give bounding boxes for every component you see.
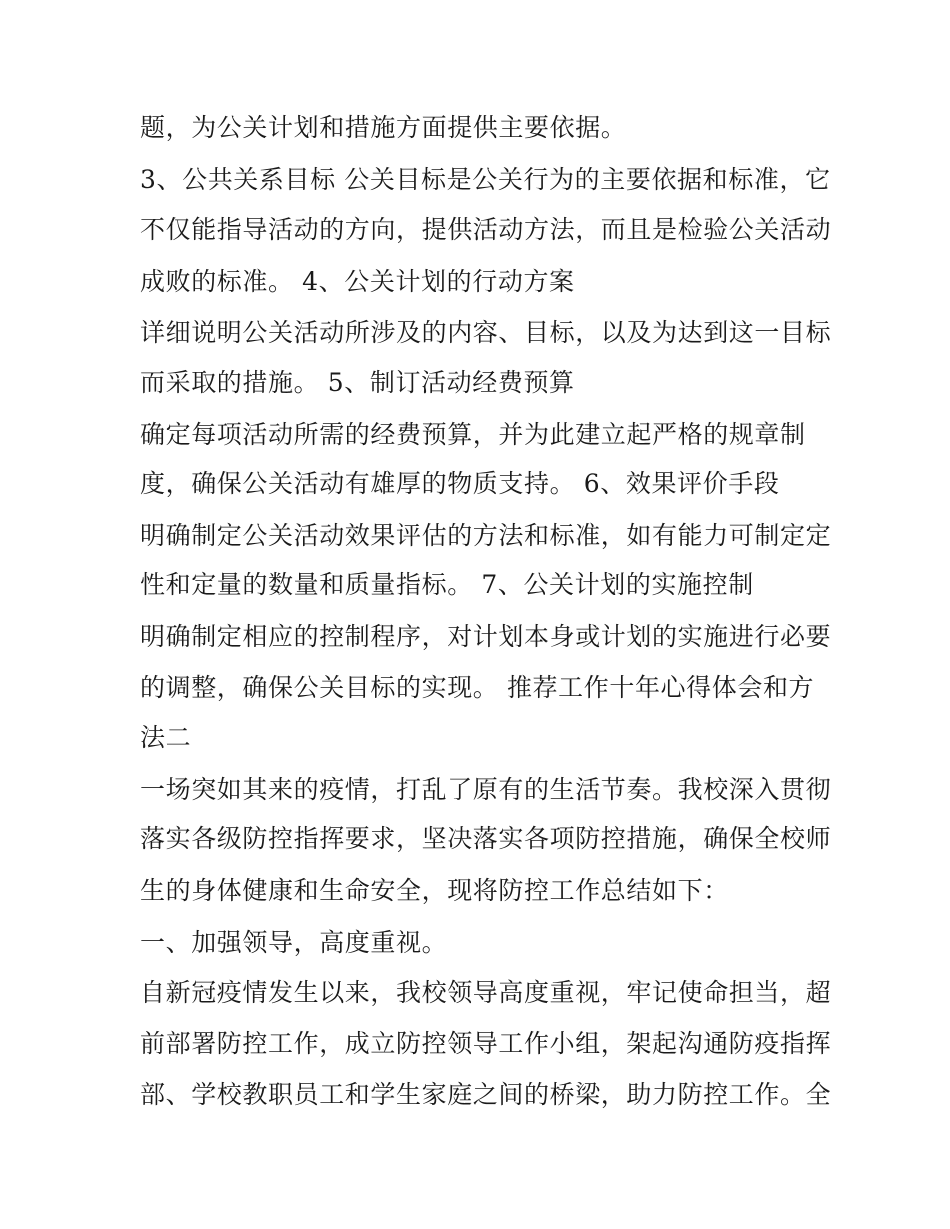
text-line: 明确制定相应的控制程序，对计划本身或计划的实施进行必要: [140, 622, 832, 651]
text-line: 不仅能指导活动的方向，提供活动方法，而且是检验公关活动: [140, 215, 832, 244]
text-line: 生的身体健康和生命安全，现将防控工作总结如下：: [140, 876, 729, 905]
text-line: 一、加强领导，高度重视。: [140, 928, 448, 957]
text-line: 性和定量的数量和质量指标。 7、公关计划的实施控制: [140, 570, 754, 599]
text-line: 题，为公关计划和措施方面提供主要依据。: [140, 113, 627, 142]
text-line: 而采取的措施。 5、制订活动经费预算: [140, 368, 575, 397]
text-line: 确定每项活动所需的经费预算，并为此建立起严格的规章制: [140, 420, 806, 449]
text-line: 成败的标准。 4、公关计划的行动方案: [140, 267, 575, 296]
text-line: 3、公共关系目标 公关目标是公关行为的主要依据和标准，它: [140, 165, 831, 194]
text-line: 前部署防控工作，成立防控领导工作小组，架起沟通防疫指挥: [140, 1029, 832, 1058]
text-line: 法二: [140, 723, 192, 752]
text-line: 落实各级防控指挥要求，坚决落实各项防控措施，确保全校师: [140, 824, 832, 853]
text-line: 的调整，确保公关目标的实现。 推荐工作十年心得体会和方: [140, 673, 815, 702]
text-line: 明确制定公关活动效果评估的方法和标准，如有能力可制定定: [140, 521, 832, 550]
text-line: 度，确保公关活动有雄厚的物质支持。 6、效果评价手段: [140, 469, 780, 498]
text-line: 详细说明公关活动所涉及的内容、目标，以及为达到这一目标: [140, 318, 832, 347]
text-line: 自新冠疫情发生以来，我校领导高度重视，牢记使命担当，超: [140, 978, 832, 1007]
text-line: 一场突如其来的疫情，打乱了原有的生活节奏。我校深入贯彻: [140, 775, 832, 804]
text-line: 部、学校教职员工和学生家庭之间的桥梁，助力防控工作。全: [140, 1080, 832, 1109]
